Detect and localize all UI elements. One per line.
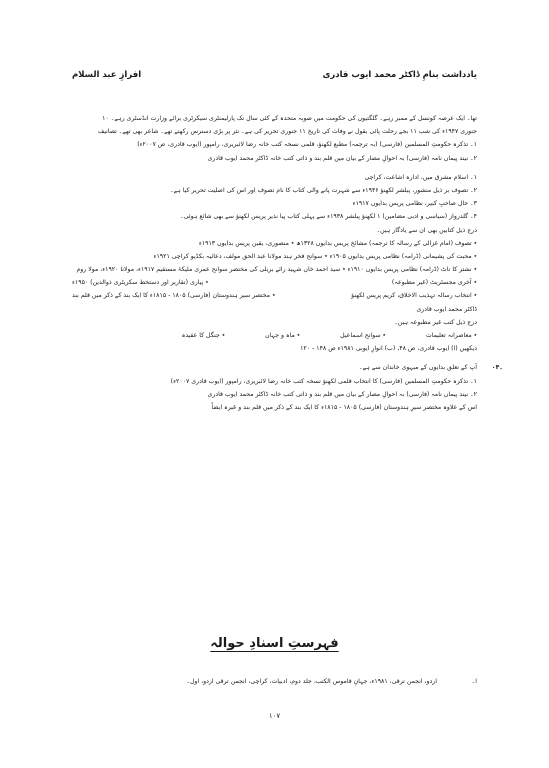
text-line-content: ۲۔ تصوف بر ذیل منشور، پبلشر لکھنؤ ۱۹۴۶ء سے شہرت پانے والی کتاب کا نام تصوف اور اس کی اصلیت تحریر کیا ہے۔ [169,186,477,194]
section-title: فہرستِ اسنادِ حوالہ [210,636,339,651]
text-line [72,375,477,388]
text-line [72,210,477,223]
text-line [72,401,477,414]
text-line [72,276,477,289]
text-line-content: آپ کے تعلق بدایوں کے مبہوی خاندان سے ہے۔ [359,364,477,372]
text-line-segment: ٭ جنگل کا عقیدہ [181,332,226,339]
header-title: یادداشت بنامِ ڈاکٹر محمد ایوب قادری [322,70,477,80]
text-line-content: ۲۔ نیند پیماں نامہ (فارسی) بہ احوالِ مصار کے بیان میں قلم بند و ذاتی کتب خانہ ڈاکٹر محمد ایوب قادری [207,154,477,162]
text-line [72,171,477,184]
reference-text: اردو، انجمن ترقی، ۱۹۸۱ء، جہانِ قاموس الکتب، جلد دوم، ادبیات، کراچی، انجمن ترقی اردو، اول۔ [186,678,437,685]
text-line-segment: ٭ معاصرانہ تعلیمات [425,332,477,339]
text-line [72,237,477,250]
body-text [72,112,503,414]
text-line [72,361,503,374]
text-line-content: درج ذیل کتابیں بھی ان سے یادگار ہیں۔ [376,226,477,234]
text-line-content: ڈاکٹر محمد ایوب قادری [416,305,477,313]
text-line-content: درج ذیل کتب غیر مطبوعہ ہیں۔ [394,318,477,326]
text-line [72,152,477,165]
text-line-segment: ٭ پیاری (تقاریر اور دستخط سکریٹری ذوالدین) ۱۹۵۰ء [72,279,209,287]
text-line [72,184,477,197]
text-line-segment: ٭ مختصر سیر ہندوستان (فارسی) ۱۸۰۵ - ۱۸۱۵ء کا ایک بند کے ذکر میں قلم بند [72,292,276,300]
text-line-content: ٭ نشتر کا ناٹ (ڈرامہ) نظامی پریس بدایوں ۱۹۱۰ء ٭ سید احمد خاں شہید رائے بریلی کی مختصر سوانح عمری ملیکۂ مستقیم ۱۹۱۷ء، مولانا ۱۹۲۰ء، مولا روم [76,266,477,274]
text-line-content: جنوری ۱۹۴۷ء کی شب ۱۱ بجے رحلت پائی بقول نے وفات کی تاریخ ۱۱ جنوری تحریر کی ہے۔ نثر پر بڑی دسترس رکھتے تھے۔ شاعر بھی تھے۔ تصانیف [97,128,477,136]
text-line-content: ۱۔ اسلام مشرق میں، ادارہ اشاعت، کراچی [364,173,477,181]
text-line-segment: ٭ ماہ و جہاں [265,332,301,339]
text-line [72,303,477,316]
text-line-content: ۴۔ گلدرواز (سیاسی و ادبی مضامین) ۱ لکھنؤ پبلشر ۱۹۳۸ء سے پہلی کتاب پیا نذیر پریس لکھنؤ سے بھی شائع ہوئی۔ [180,213,477,221]
text-line [72,138,477,151]
text-line [72,197,477,210]
text-line [72,388,477,401]
text-line-segment: ٭ آخری مجسٹریٹ (غیر مطبوعہ) [391,279,477,287]
text-line-content: ۳۔ حال صاحبِ کبیر، نظامی پریس بدایوں ۱۹۱۷ء [352,200,477,208]
text-line [72,342,477,355]
text-line-content: ۱۔ تذکرہ حکومتِ المسلمین (فارسی) کا انتخاب قلمی لکھنؤ نسخہ کتب خانہ رضا لائبریری، رامپور (ایوب قادری ۲۰۰۷ء) [170,377,477,385]
text-line-content: دیکھیں (ا) ایوب قادری، ص ۴۸، (ب) انوارِ ایوبی ۱۹۸۱ء ص ۱۴۸ - ۱۲۰ [300,345,477,353]
text-line-content: ۲۔ نیند پیماں نامہ (فارسی) بہ احوالِ مصار کے بیان میں قلم بند و ذاتی کتب خانہ ڈاکٹر محمد ایوب قادری [207,390,477,398]
text-line [72,112,477,125]
text-line-content: ۱۔ تذکرہ حکومتِ المسلمین (فارسی) (بہ ترجمہ) مطبع لکھنؤ، قلمی نسخہ کتب خانہ رضا لائبریری، رامپور (ایوب قادری، ص ۲۰۰۷ء) [137,141,477,149]
running-header [72,70,477,86]
text-line-content: تھا۔ ایک عرصہ کونسل کے ممبر رہے۔ گلگتیوں کی حکومت میں صوبہ متحدہ کے کئی سال تک پارلیمنٹری سیکرٹری برائے وزارت انڈسٹری رہے۔ ۱۰ [102,115,477,122]
page-number: ۱۰۷ [268,712,281,720]
text-line [72,224,477,237]
text-line [72,289,477,302]
section-marker: ۰۴۔ [491,364,503,372]
text-line-segment: ٭ انتخاب رسالہ تہذیب الاخلاق، کریم پریس لکھنؤ [351,292,477,300]
reference-number: ا۔ [471,678,477,685]
text-line [72,250,477,263]
text-line [72,316,477,329]
text-line [72,125,477,138]
text-line-content: ٭ تصوف (امام غزالی کے رسالہ کا ترجمہ) مشائخ پریس بدایوں ۱۳۲۸ھ ٭ منصوری، یقین پریس بدایوں ۱۹۱۳ء [198,239,477,247]
text-line-content: ٭ محبت کی پشیمانی (ڈرامہ) نظامی پریس بدایوں ۱۹۰۵ء ٭ سوانح فخر ہند مولانا عبد الحق مولف، دعائیہ بکڈپو کراچی ۱۹۲۱ء [153,252,477,260]
header-author: افرازِ عبد السلام [72,70,142,80]
text-line [72,329,477,342]
text-line-segment: ٭ سوانح اسماعیل [340,332,386,339]
text-line [72,263,477,276]
text-line-content: اس کے علاوہ مختصر سیرِ ہندوستان (فارسی) ۱۸۰۵ - ۱۸۱۵ء کا ایک بند کے ذکر میں قلم بند و غیرہ ایضاً [211,403,477,411]
